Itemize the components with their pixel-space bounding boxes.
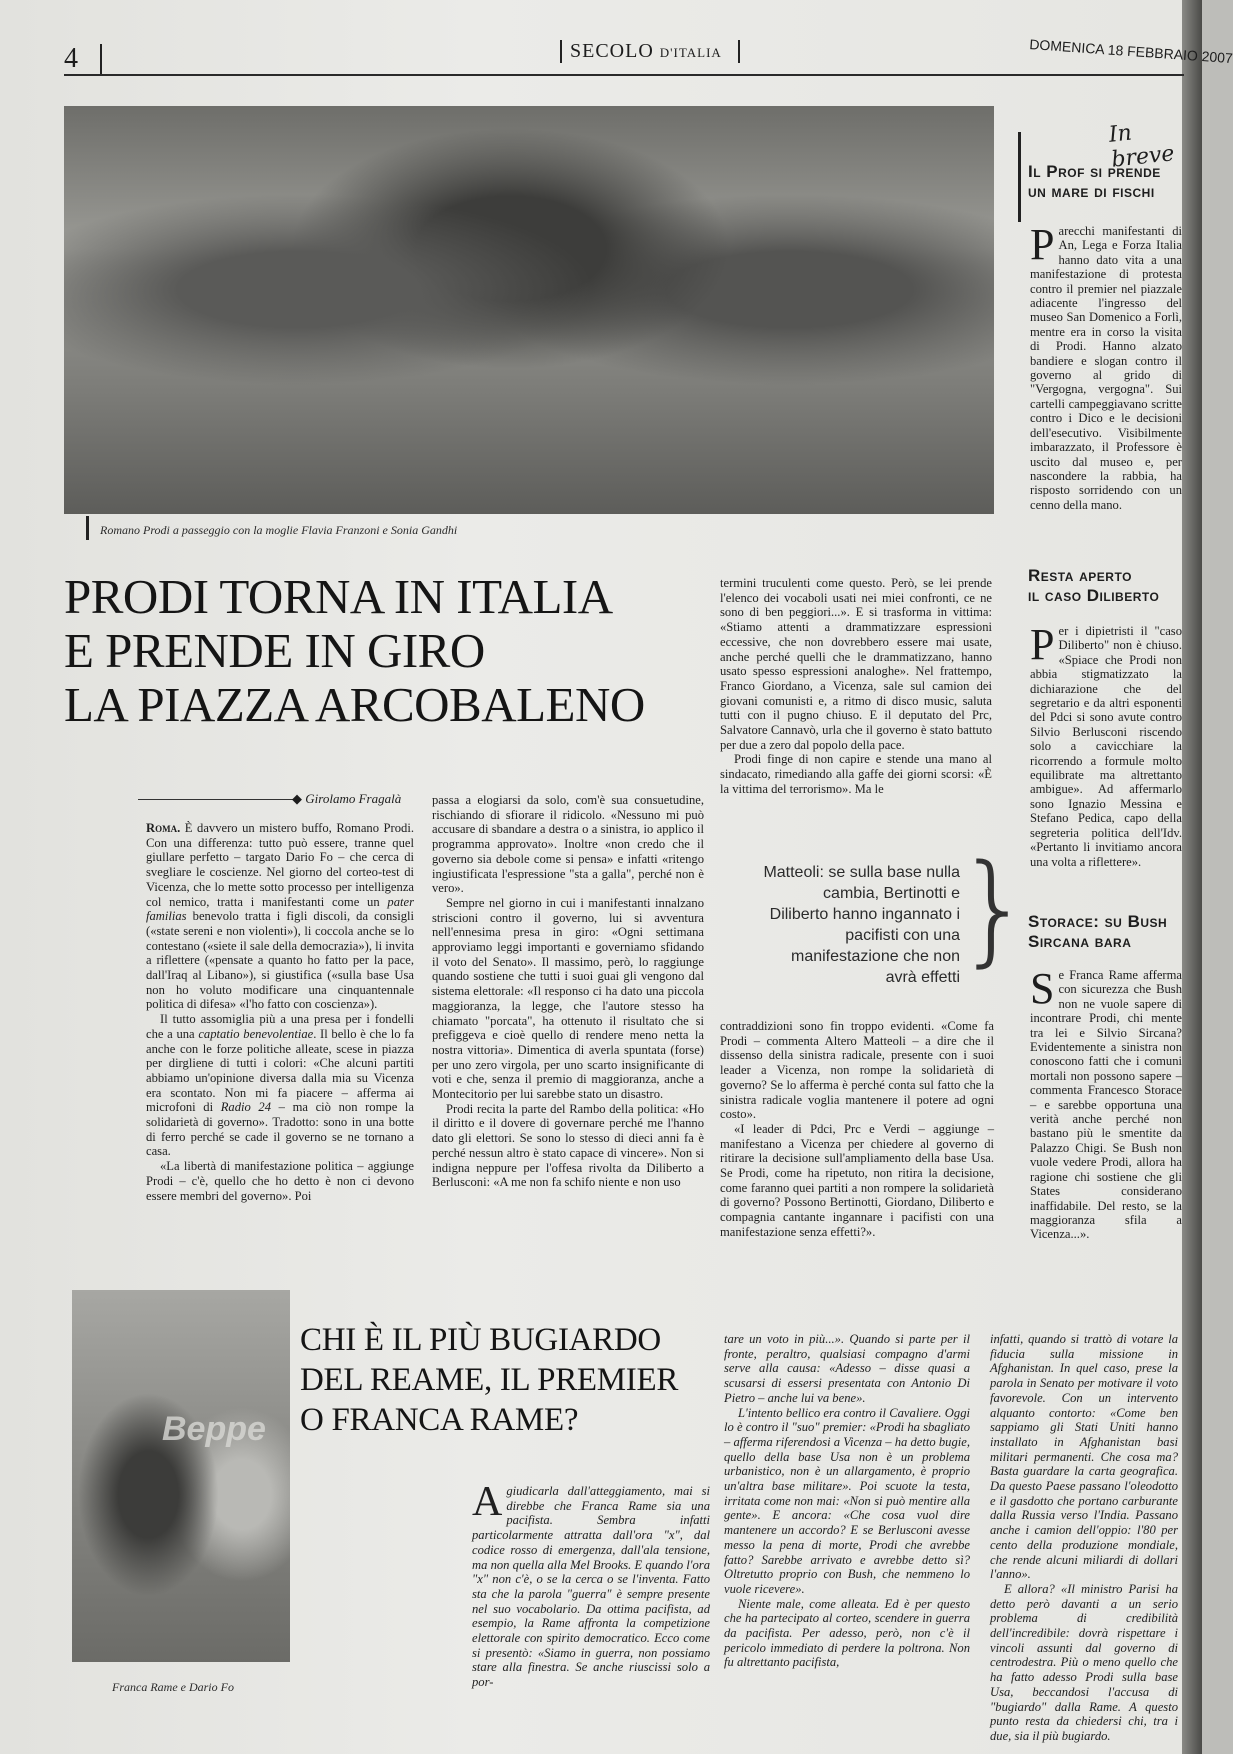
article-column-1 — [146, 821, 414, 1266]
drop-cap: P — [1030, 620, 1055, 669]
page-number: 4 — [64, 44, 102, 76]
pull-quote: Matteoli: se sulla base nulla cambia, Bertinotti e Diliberto hanno ingannato i pacifisti con una manifestazione che non avrà effetti — [763, 864, 960, 986]
paragraph: Prodi recita la parte del Rambo della politica: «Ho il diritto e il dovere di governare perché me l'hanno dato gli elettori. Se sono lo stesso di dieci anni fa è perché nessun altro è stato capace di vincere». Non si indigna neppure per l'offesa rivolta da Diliberto a Berlusconi: «A me non fa schifo niente e non uso — [432, 1101, 704, 1190]
text-run: È davvero un mistero buffo, Romano Prodi. Con una differenza: tutto può essere, tranne quel giullare perfetto – targato Dario Fo – che cerca di svegliare le coscienze. Nel giorno del corteo-test di Vicenza, che lo mette sotto processo per intelligenza col nemico, tratta i manifestanti come un — [146, 821, 414, 909]
paragraph: contraddizioni sono fin troppo evidenti. «Come fa Prodi – commenta Altero Matteoli – a dire che il dissenso della sinistra radicale, presente con i suoi leader a Vicenza, non rompe la solidarietà di governo? Se lo afferma è perché conta sul fatto che la sinistra radicale voglia mantenere il potere ad ogni costo». — [720, 1019, 994, 1122]
paragraph: infatti, quando si trattò di votare la fiducia sulla missione in Afghanistan. In quel caso, prese la parola in Senato per motivare il voto favorevole. Con un intervento alquanto contorto: «Come ben sappiamo gli Stati Uniti hanno installato in Afghanistan basi militari permanenti. Che cosa ma? Basta guardare la carta geografica. Da questo Paese passano l'oleodotto e il gasdotto che portano carburante dalla Russia verso l'India. Passano anche i camion dell'oppio: l'80 per cento della produzione mondiale, che rende alcuni miliardi di dollari l'anno». — [990, 1332, 1178, 1582]
sidebar-title-line: il caso Diliberto — [1028, 586, 1160, 605]
second-headline-line: O FRANCA RAME? — [300, 1402, 579, 1438]
paragraph: Prodi finge di non capire e stende una mano al sindacato, rimediando alla gaffe dei giorni scorsi: «È la vittima del terrorismo». Ma le — [720, 752, 992, 796]
paragraph: passa a elogiarsi da solo, com'è sua consuetudine, rischiando di sfiorare il ridicolo. «Nessuno mi può accusare di sbandare a destra o a sinistra, io applico il programma approvato». Inoltre «non credo che il governo sia debole come si pensa» e infatti «ritengo ingiustificata l'espressione "sta a galla", perché non è vero». — [432, 793, 704, 896]
main-headline — [64, 570, 704, 732]
paragraph — [146, 1012, 414, 1159]
header-rule — [64, 74, 1184, 76]
sidebar-title-line: Sircana bara — [1028, 932, 1132, 951]
paragraph — [146, 821, 414, 1012]
sidebar-item-text — [1030, 964, 1182, 1264]
second-column-1 — [472, 1479, 710, 1690]
second-column-3 — [990, 1332, 1178, 1743]
byline-diamond: ◆ — [292, 791, 302, 806]
sidebar-body: arecchi manifestanti di An, Lega e Forza Italia hanno dato vita a una manifestazione di protesta contro il premier nel piazzale adiacente l'ingresso del museo San Domenico a Forlì, mentre era in corso la visita di Prodi. Hanno alzato bandiere e slogan contro il governo al grido di "Vergogna, vergogna". Sui cartelli campeggiavano scritte contro i Dico e le decisioni dell'esecutivo. Visibilmente imbarazzato, il Professore è uscito dal museo e, per nascondere la rabbia, ha risposto sorridendo con un cenno della mano. — [1030, 224, 1182, 512]
second-column-2 — [724, 1332, 970, 1684]
second-headline-line: CHI È IL PIÙ BUGIARDO — [300, 1322, 661, 1358]
sidebar-title-line: Il Prof si prende — [1028, 162, 1161, 181]
second-headline — [300, 1320, 720, 1440]
second-body: giudicarla dall'atteggiamento, mai si direbbe che Franca Rame sia una pacifista. Sembra infatti particolarmente attratta dall'ora "x", dal codice rosso di emergenza, dall'ala tensione, ma non quella alla Mel Brooks. E quando l'ora "x" non c'è, o se la cerca o se l'inventa. Fatto sta che la parola "guerra" è sempre presente nel suo vocabolario. Da ottima pacifista, ad esempio, la Rame affronta la competizione elettorale con spirito democratico. Ecco come si presentò: «Siamo in guerra, non possiamo stare alla finestra. Se anche riuscissi solo a por- — [472, 1484, 710, 1690]
paragraph: «I leader di Pdci, Prc e Verdi – aggiunge – manifestano a Vicenza per chiedere al governo di ritirare la decisione sull'ampliamento della base Usa. Se Prodi, come ha ripetuto, non ritira la decisione, come faranno quei partiti a non rompere la solidarietà di governo? Possono Bertinotti, Giordano, Diliberto e compagnia cantante ingannare i pacifisti con una manifestazione senza effetti?». — [720, 1121, 994, 1239]
sidebar-title-line: Resta aperto — [1028, 566, 1132, 585]
pull-quote-brace: } — [956, 840, 1033, 979]
second-headline-line: DEL REAME, IL PREMIER — [300, 1362, 679, 1398]
paragraph: «La libertà di manifestazione politica – aggiunge Prodi – c'è, quello che ho detto è non ci devono essere membri del governo». Poi — [146, 1159, 414, 1203]
paragraph: termini truculenti come questo. Però, se lei prende l'elenco dei vocaboli usati nei miei confronti, ce ne sono di ben peggiori...». E si trasforma in vittima: «Stiamo attenti a drammatizzare espressioni eccessive, che non dovrebbero essere mai usate, anche perché quelli che le drammatizzano, hanno usato spesso espressioni analoghe». Nel frattempo, Franco Giordano, a Vicenza, sale sul camion dei giovani comunisti e, a ritmo di disco music, saluta tutti con il pugno chiuso. E il deputato del Prc, Salvatore Cannavò, urla che il governo è stato battuto per due a zero dal popolo della pace. — [720, 576, 992, 752]
sidebar-item-title — [1028, 162, 1178, 202]
text-run-italic: Radio 24 — [220, 1100, 272, 1115]
text-run: . Il bello è che lo fa anche con le forze politiche alleate, scese in piazza per dirgliene di tutti i colori: «Che alcuni partiti abbiamo un'opinione diversa dalla mia su Vicenza era scontato. Non mi fa piacere – afferma ai microfoni di — [146, 1026, 414, 1115]
paragraph: Niente male, come alleata. Ed è per questo che ha partecipato al corteo, scendere in guerra da pacifista. Per adesso, però, non c'è il pericolo immediato di perdere la poltrona. Non fu altrettanto pacifista, — [724, 1596, 970, 1670]
sidebar-title-line: Storace: su Bush — [1028, 912, 1168, 931]
sidebar-item-title — [1028, 566, 1178, 606]
second-photo-caption: Franca Rame e Dario Fo — [112, 1680, 234, 1694]
paragraph: E allora? «Il ministro Parisi ha detto però davanti a un serio problema di credibilità dell'incredibile: dovrà rispettare i vincoli assunti dal governo di centrodestra. Più o meno quello che ha fatto adesso Prodi sulla base Usa, beccandosi l'accusa di "bugiardo" dalla Rame. A questo punto resta da chiedersi chi, tra i due, sia il più bugiardo. — [990, 1581, 1178, 1743]
article-column-3-bottom — [720, 1019, 994, 1266]
drop-cap: S — [1030, 964, 1055, 1013]
text-run: – ma ciò non rompe la solidarietà di governo». Tradotto: sono in una botte di ferro perché se cade il governo se ne tornano a casa. — [146, 1100, 414, 1159]
paragraph: tare un voto in più...». Quando si parte per il fronte, peraltro, qualsiasi compagno d'armi serve alla causa: «Adesso – disse quasi a scusarsi di essersi presentata con Antonio Di Pietro – anche lui va bene». — [724, 1332, 970, 1405]
photo-sign-text: Beppe — [162, 1410, 266, 1448]
dateline: Roma. — [146, 821, 181, 835]
article-column-2 — [432, 793, 704, 1266]
sidebar-body: er i dipietristi il "caso Diliberto" non è chiuso. «Spiace che Prodi non abbia stigmatizzato la dichiarazione che del segretario e da altri esponenti del Pdci si sono avute contro Silvio Berlusconi riscendo solo a cavicchiare la ricorrendo a formule molto equilibrate ma altrettanto ambigue». Ad affermarlo sono Ignazio Messina e Stefano Pedica, capo della segreteria politica dell'Idv. «Pertanto li invitiamo ancora una volta a riflettere». — [1030, 624, 1182, 869]
byline — [292, 791, 422, 807]
main-headline-line: LA PIAZZA ARCOBALENO — [64, 677, 645, 732]
text-run-italic: pater familias — [146, 894, 414, 924]
main-headline-line: E PRENDE IN GIRO — [64, 623, 485, 678]
main-photo — [64, 106, 994, 514]
article-column-3-top — [720, 576, 992, 834]
sidebar-body: e Franca Rame afferma con sicurezza che Bush non ne vuole sapere di incontrare Prodi, chi mente tra lei e Silvio Sircana? Evidentemente a sinistra non conoscono fatti che i comuni mortali non possono sapere – commenta Francesco Storace – e sarebbe opportuna una verità anche perché non bastano più le smentite da Palazzo Chigi. Se Bush non vuole vedere Prodi, allora ha ragione chi sostiene che gli States considerano inaffidabile. Del resto, se la maggioranza sfila a Vicenza...». — [1030, 968, 1182, 1242]
main-photo-caption: Romano Prodi a passeggio con la moglie Flavia Franzoni e Sonia Gandhi — [100, 523, 458, 537]
newspaper-name-suffix: D'ITALIA — [659, 45, 722, 60]
paragraph: L'intento bellico era contro il Cavaliere. Oggi lo è contro il "suo" premier: «Prodi ha sbagliato – afferma riferendosi a Vicenza – ha detto bugie, quello della base Usa non è un problema urbanistico, non è un allargamento, è proprio un'altra base militare». Poi scuote la testa, irritata come non mai: «Non si può mentire alla gente». E ancora: «Che cosa vuol dire mantenere un accordo? E se Berlusconi avesse messo la pena di morte, Prodi che avrebbe fatto? Sarebbe arrivato e avrebbe detto sì? Oltretutto proprio con Bush, che nemmeno lo vuole ricevere». — [724, 1405, 970, 1596]
sidebar-item-text — [1030, 220, 1182, 544]
text-run: Il tutto assomiglia più a una presa per i fondelli che a una — [146, 1012, 414, 1041]
second-photo — [72, 1290, 290, 1662]
sidebar-item-text — [1030, 620, 1182, 892]
main-headline-line: PRODI TORNA IN ITALIA — [64, 569, 613, 624]
sidebar-item-title — [1028, 912, 1178, 952]
sidebar-label: In breve — [1107, 120, 1176, 173]
sidebar-item-bar — [1018, 132, 1021, 222]
paragraph: Sempre nel giorno in cui i manifestanti innalzano striscioni contro il governo, lui si avventura nell'ennesima presa in giro: «Ogni settimana approviamo leggi importanti e governiamo sfidando il voto del Senato». Il massimo, però, lo raggiunge quando sostiene che tutti i suoi guai gli vengono dal sistema elettorale: «Il responso ci ha dato una piccola maggioranza, la legge, che l'autore stesso ha chiamato "porcata", ha ottenuto il risultato che si prefiggeva e cioè quello di rendere meno netta la nostra vittoria». Dimentica di averla spuntata (forse) per uno zero virgola, per uno scarto insignificante di voti e che, senza il premio di maggioranza, anche a Montecitorio per lui sarebbe stato un disastro. — [432, 895, 704, 1102]
newspaper-name-main: SECOLO — [570, 40, 654, 62]
byline-rule — [138, 799, 298, 800]
drop-cap: P — [1030, 220, 1055, 269]
issue-date: DOMENICA 18 FEBBRAIO 2007 — [1028, 36, 1233, 67]
text-run: benevolo tratta i figli discoli, da consigli («state sereni e non violenti»), li coccola anche se lo contestano («siete il sale della democrazia»), li invita a riflettere («pensate a quanto ho fatto per la pace, dall'Iraq al Libano»), si giustifica («sulla base Usa non ho voluto modificare una cinquantennale politica di difesa» «l'ho fatto con coscienza»). — [146, 909, 414, 1012]
sidebar-title-line: un mare di fischi — [1028, 182, 1155, 201]
newspaper-name — [560, 40, 740, 63]
drop-cap: A — [472, 1479, 503, 1525]
text-run-italic: captatio benevolentiae — [198, 1026, 314, 1041]
caption-bar — [86, 516, 89, 540]
byline-author: Girolamo Fragalà — [305, 791, 402, 806]
page-edge-shadow — [1182, 0, 1202, 1754]
